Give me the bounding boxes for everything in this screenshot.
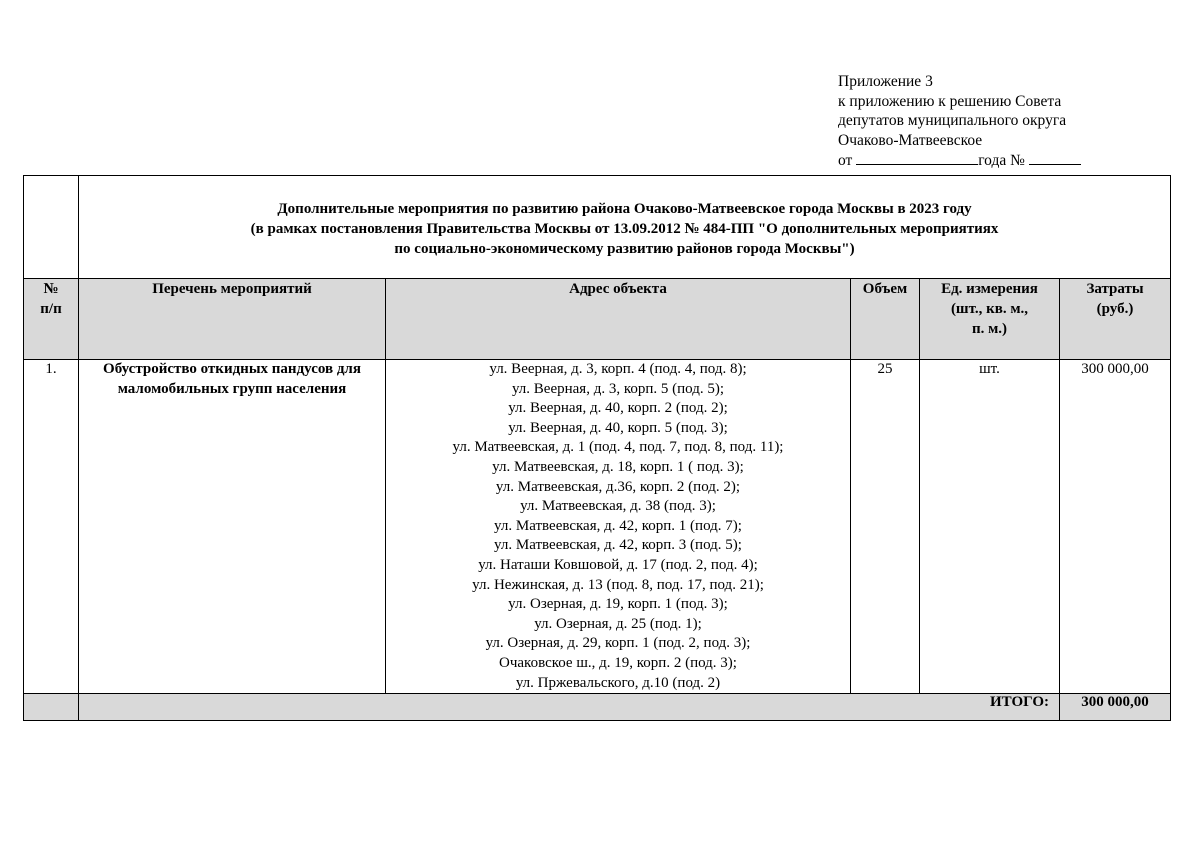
row-volume: 25 — [851, 360, 920, 694]
header-cost — [1060, 279, 1171, 360]
appendix-line: Очаково-Матвеевское — [838, 131, 983, 149]
row-unit: шт. — [920, 360, 1060, 694]
title-empty-cell — [24, 176, 79, 279]
address-line: Очаковское ш., д. 19, корп. 2 (под. 3); — [499, 654, 737, 671]
address-line: ул. Матвеевская, д. 38 (под. 3); — [520, 498, 716, 515]
appendix-line: к приложению к решению Совета — [838, 92, 1062, 110]
table-title-line: Дополнительные мероприятия по развитию района Очаково-Матвеевское города Москвы в 2023 году — [277, 201, 972, 217]
table-title-row — [24, 176, 1171, 279]
table-header-row — [24, 279, 1171, 360]
year-label: года № — [978, 152, 1025, 169]
header-list: Перечень мероприятий — [79, 279, 386, 360]
address-line: ул. Озерная, д. 19, корп. 1 (под. 3); — [508, 596, 728, 613]
header-unit-line: (шт., кв. м., — [950, 301, 1029, 317]
total-value: 300 000,00 — [1060, 694, 1171, 721]
header-num-line: п/п — [40, 301, 62, 317]
header-unit-line: п. м.) — [971, 321, 1008, 337]
row-addresses — [386, 360, 851, 694]
total-label: ИТОГО: — [79, 694, 1060, 721]
address-line: ул. Нежинская, д. 13 (под. 8, под. 17, под. 21); — [472, 576, 764, 593]
header-num — [24, 279, 79, 360]
header-num-line: № — [43, 281, 59, 297]
address-line: ул. Озерная, д. 25 (под. 1); — [534, 615, 702, 632]
table-title-line: по социально-экономическому развитию районов города Москвы") — [394, 241, 855, 257]
date-blank — [856, 150, 978, 165]
address-line: ул. Наташи Ковшовой, д. 17 (под. 2, под. 4); — [478, 556, 758, 573]
address-line: ул. Веерная, д. 40, корп. 2 (под. 2); — [508, 400, 728, 417]
table-title — [79, 176, 1171, 279]
address-line: ул. Веерная, д. 3, корп. 4 (под. 4, под. 8); — [489, 361, 747, 377]
address-line: ул. Матвеевская, д. 18, корп. 1 ( под. 3); — [492, 458, 744, 475]
appendix-date-line — [838, 150, 1081, 171]
appendix-line: Приложение 3 — [838, 73, 933, 90]
header-cost-line: Затраты — [1086, 281, 1144, 297]
header-unit — [920, 279, 1060, 360]
row-activity: Обустройство откидных пандусов для маломобильных групп населения — [79, 360, 386, 694]
activities-table — [23, 175, 1171, 721]
appendix-header — [838, 72, 1081, 171]
header-cost-line: (руб.) — [1096, 301, 1134, 317]
address-line: ул. Матвеевская, д.36, корп. 2 (под. 2); — [495, 478, 741, 495]
address-line: ул. Матвеевская, д. 42, корп. 1 (под. 7); — [494, 517, 742, 534]
header-address: Адрес объекта — [386, 279, 851, 360]
address-line: ул. Матвеевская, д. 42, корп. 3 (под. 5); — [494, 537, 742, 554]
row-number: 1. — [24, 360, 79, 694]
header-volume: Объем — [851, 279, 920, 360]
number-blank — [1029, 150, 1081, 165]
total-row — [24, 694, 1171, 721]
address-line: ул. Пржевальского, д.10 (под. 2) — [515, 674, 721, 691]
address-line: ул. Матвеевская, д. 1 (под. 4, под. 7, под. 8, под. 11); — [452, 439, 784, 456]
address-line: ул. Веерная, д. 3, корп. 5 (под. 5); — [511, 380, 725, 397]
from-label: от — [838, 152, 853, 169]
header-unit-line: Ед. измерения — [941, 281, 1038, 297]
address-line: ул. Озерная, д. 29, корп. 1 (под. 2, под. 3); — [485, 635, 751, 652]
appendix-line: депутатов муниципального округа — [838, 112, 1067, 129]
total-empty-cell — [24, 694, 79, 721]
table-title-line: (в рамках постановления Правительства Москвы от 13.09.2012 № 484-ПП "О дополнительных мероприятиях — [250, 221, 999, 237]
table-row — [24, 360, 1171, 694]
address-line: ул. Веерная, д. 40, корп. 5 (под. 3); — [508, 419, 728, 436]
row-cost: 300 000,00 — [1060, 360, 1171, 694]
